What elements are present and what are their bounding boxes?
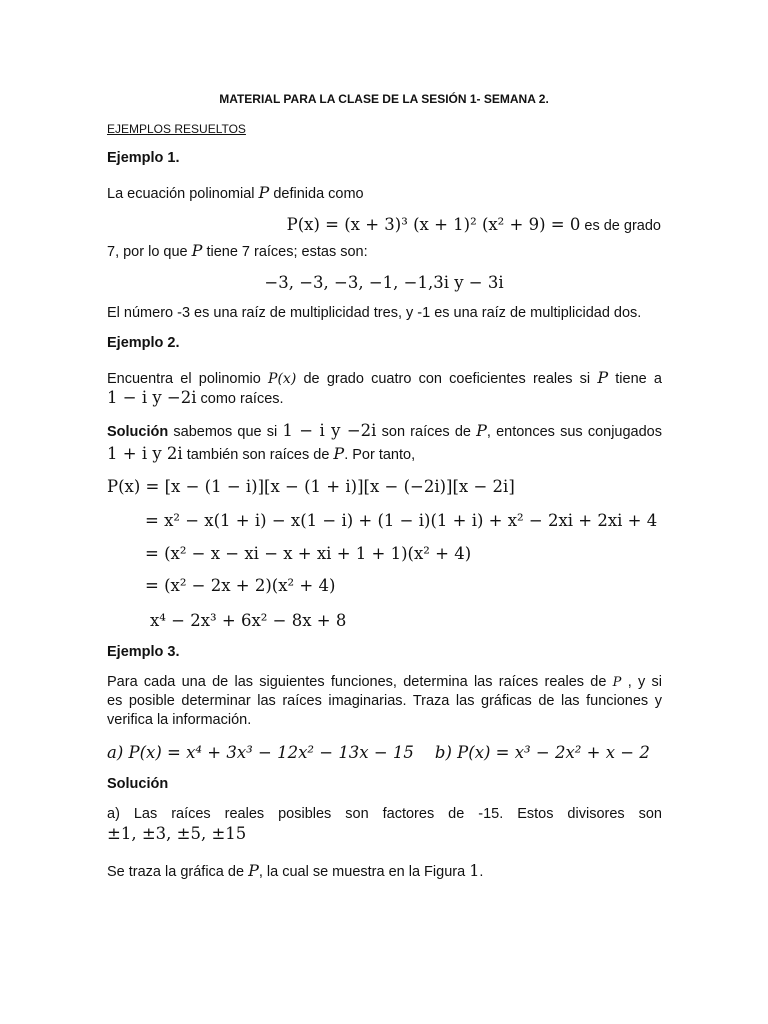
ejemplo-2-line2 bbox=[107, 388, 284, 408]
ejemplo-3-para-line3: verifica la información. bbox=[107, 712, 252, 728]
line2-pre: 7, por lo que bbox=[107, 244, 192, 260]
graph-end: . bbox=[479, 864, 484, 880]
intro-text-pre: La ecuación polinomial bbox=[107, 186, 259, 202]
ejemplo-1-multiplicity: El número -3 es una raíz de multiplicidad tres, y -1 es una raíz de multiplicidad dos. bbox=[107, 305, 642, 321]
line2-variable: P bbox=[191, 241, 203, 260]
intro-text-post: definida como bbox=[269, 186, 364, 202]
line1-variable: P bbox=[597, 368, 609, 387]
derivation-step-4: = (x² − 2x + 2)(x² + 4) bbox=[145, 576, 336, 595]
ejemplo-2-solution-line2 bbox=[107, 444, 415, 463]
graph-post: , la cual se muestra en la Figura bbox=[258, 864, 470, 880]
sol-post: , entonces sus conjugados bbox=[486, 424, 662, 440]
line2-post: como raíces. bbox=[196, 391, 284, 407]
ejemplo-3-para-line1 bbox=[107, 674, 662, 690]
figure-number: 1 bbox=[469, 861, 480, 880]
ejemplo-3-graph-line bbox=[107, 861, 483, 880]
ejemplo-2-line1 bbox=[107, 368, 662, 387]
graph-pre: Se traza la gráfica de bbox=[107, 864, 249, 880]
ejemplo-2-solution-line1 bbox=[107, 421, 662, 440]
para1-pre: Para cada una de las siguientes funciones, determina las raíces reales de bbox=[107, 674, 613, 690]
ejemplo-3-divisors: ±1, ±3, ±5, ±15 bbox=[107, 824, 247, 843]
ejemplo-1-equation: P(x) = (x + 3)³ (x + 1)² (x² + 9) = 0 bbox=[286, 215, 581, 234]
para1-variable: P bbox=[612, 675, 622, 690]
ejemplo-3-heading: Ejemplo 3. bbox=[107, 644, 180, 660]
derivation-step-2: = x² − x(1 + i) − x(1 − i) + (1 − i)(1 + i) + x² − 2xi + 2xi + 4 bbox=[145, 511, 658, 530]
ejemplo-1-intro bbox=[107, 183, 364, 202]
equation-tail: es de grado bbox=[580, 218, 661, 234]
sol2-post: . Por tanto, bbox=[344, 447, 416, 463]
derivation-step-5: x⁴ − 2x³ + 6x² − 8x + 8 bbox=[150, 611, 347, 630]
ejemplo-2-heading: Ejemplo 2. bbox=[107, 335, 180, 351]
ejemplo-3-functions: a) P(x) = x⁴ + 3x³ − 12x² − 13x − 15 b) P(x) = x³ − 2x² + x − 2 bbox=[107, 743, 650, 762]
derivation-step-3: = (x² − x − xi − x + xi + 1 + 1)(x² + 4) bbox=[145, 544, 472, 563]
line1-pre: Encuentra el polinomio bbox=[107, 371, 269, 387]
sol2-mid: también son raíces de bbox=[182, 447, 334, 463]
given-roots: 1 − i y −2i bbox=[107, 388, 197, 407]
derivation-step-1: P(x) = [x − (1 − i)][x − (1 + i)][x − (−2i)][x − 2i] bbox=[107, 477, 515, 496]
sol2-variable: P bbox=[333, 444, 345, 463]
graph-variable: P bbox=[248, 861, 259, 880]
ejemplo-1-equation-line bbox=[287, 215, 661, 235]
line1-end: tiene a bbox=[608, 371, 662, 387]
solution-label: Solución bbox=[107, 424, 169, 440]
document-title: MATERIAL PARA LA CLASE DE LA SESIÓN 1- SEMANA 2. bbox=[219, 92, 549, 106]
line1-polynomial: P(x) bbox=[268, 371, 297, 387]
conjugate-roots: 1 + i y 2i bbox=[107, 444, 183, 463]
ejemplo-3-solution-a-line1: a) Las raíces reales posibles son factores de -15. Estos divisores son bbox=[107, 806, 662, 822]
line1-post: de grado cuatro con coeficientes reales si bbox=[296, 371, 598, 387]
ejemplo-1-roots: −3, −3, −3, −1, −1,3i y − 3i bbox=[264, 273, 504, 292]
ejemplo-3-para-line2: es posible determinar las raíces imaginarias. Traza las gráficas de las funciones y bbox=[107, 693, 662, 709]
intro-variable: P bbox=[258, 183, 270, 202]
sol-pre: sabemos que si bbox=[168, 424, 283, 440]
ejemplo-1-line2 bbox=[107, 241, 368, 260]
sol-mid: son raíces de bbox=[376, 424, 477, 440]
sol-variable: P bbox=[476, 421, 487, 440]
line2-post: tiene 7 raíces; estas son: bbox=[202, 244, 368, 260]
ejemplo-1-heading: Ejemplo 1. bbox=[107, 150, 180, 166]
para1-post: , y si bbox=[621, 674, 662, 690]
section-subtitle: EJEMPLOS RESUELTOS bbox=[107, 122, 246, 136]
sol-roots: 1 − i y −2i bbox=[282, 421, 377, 440]
ejemplo-3-solution-heading: Solución bbox=[107, 776, 169, 792]
